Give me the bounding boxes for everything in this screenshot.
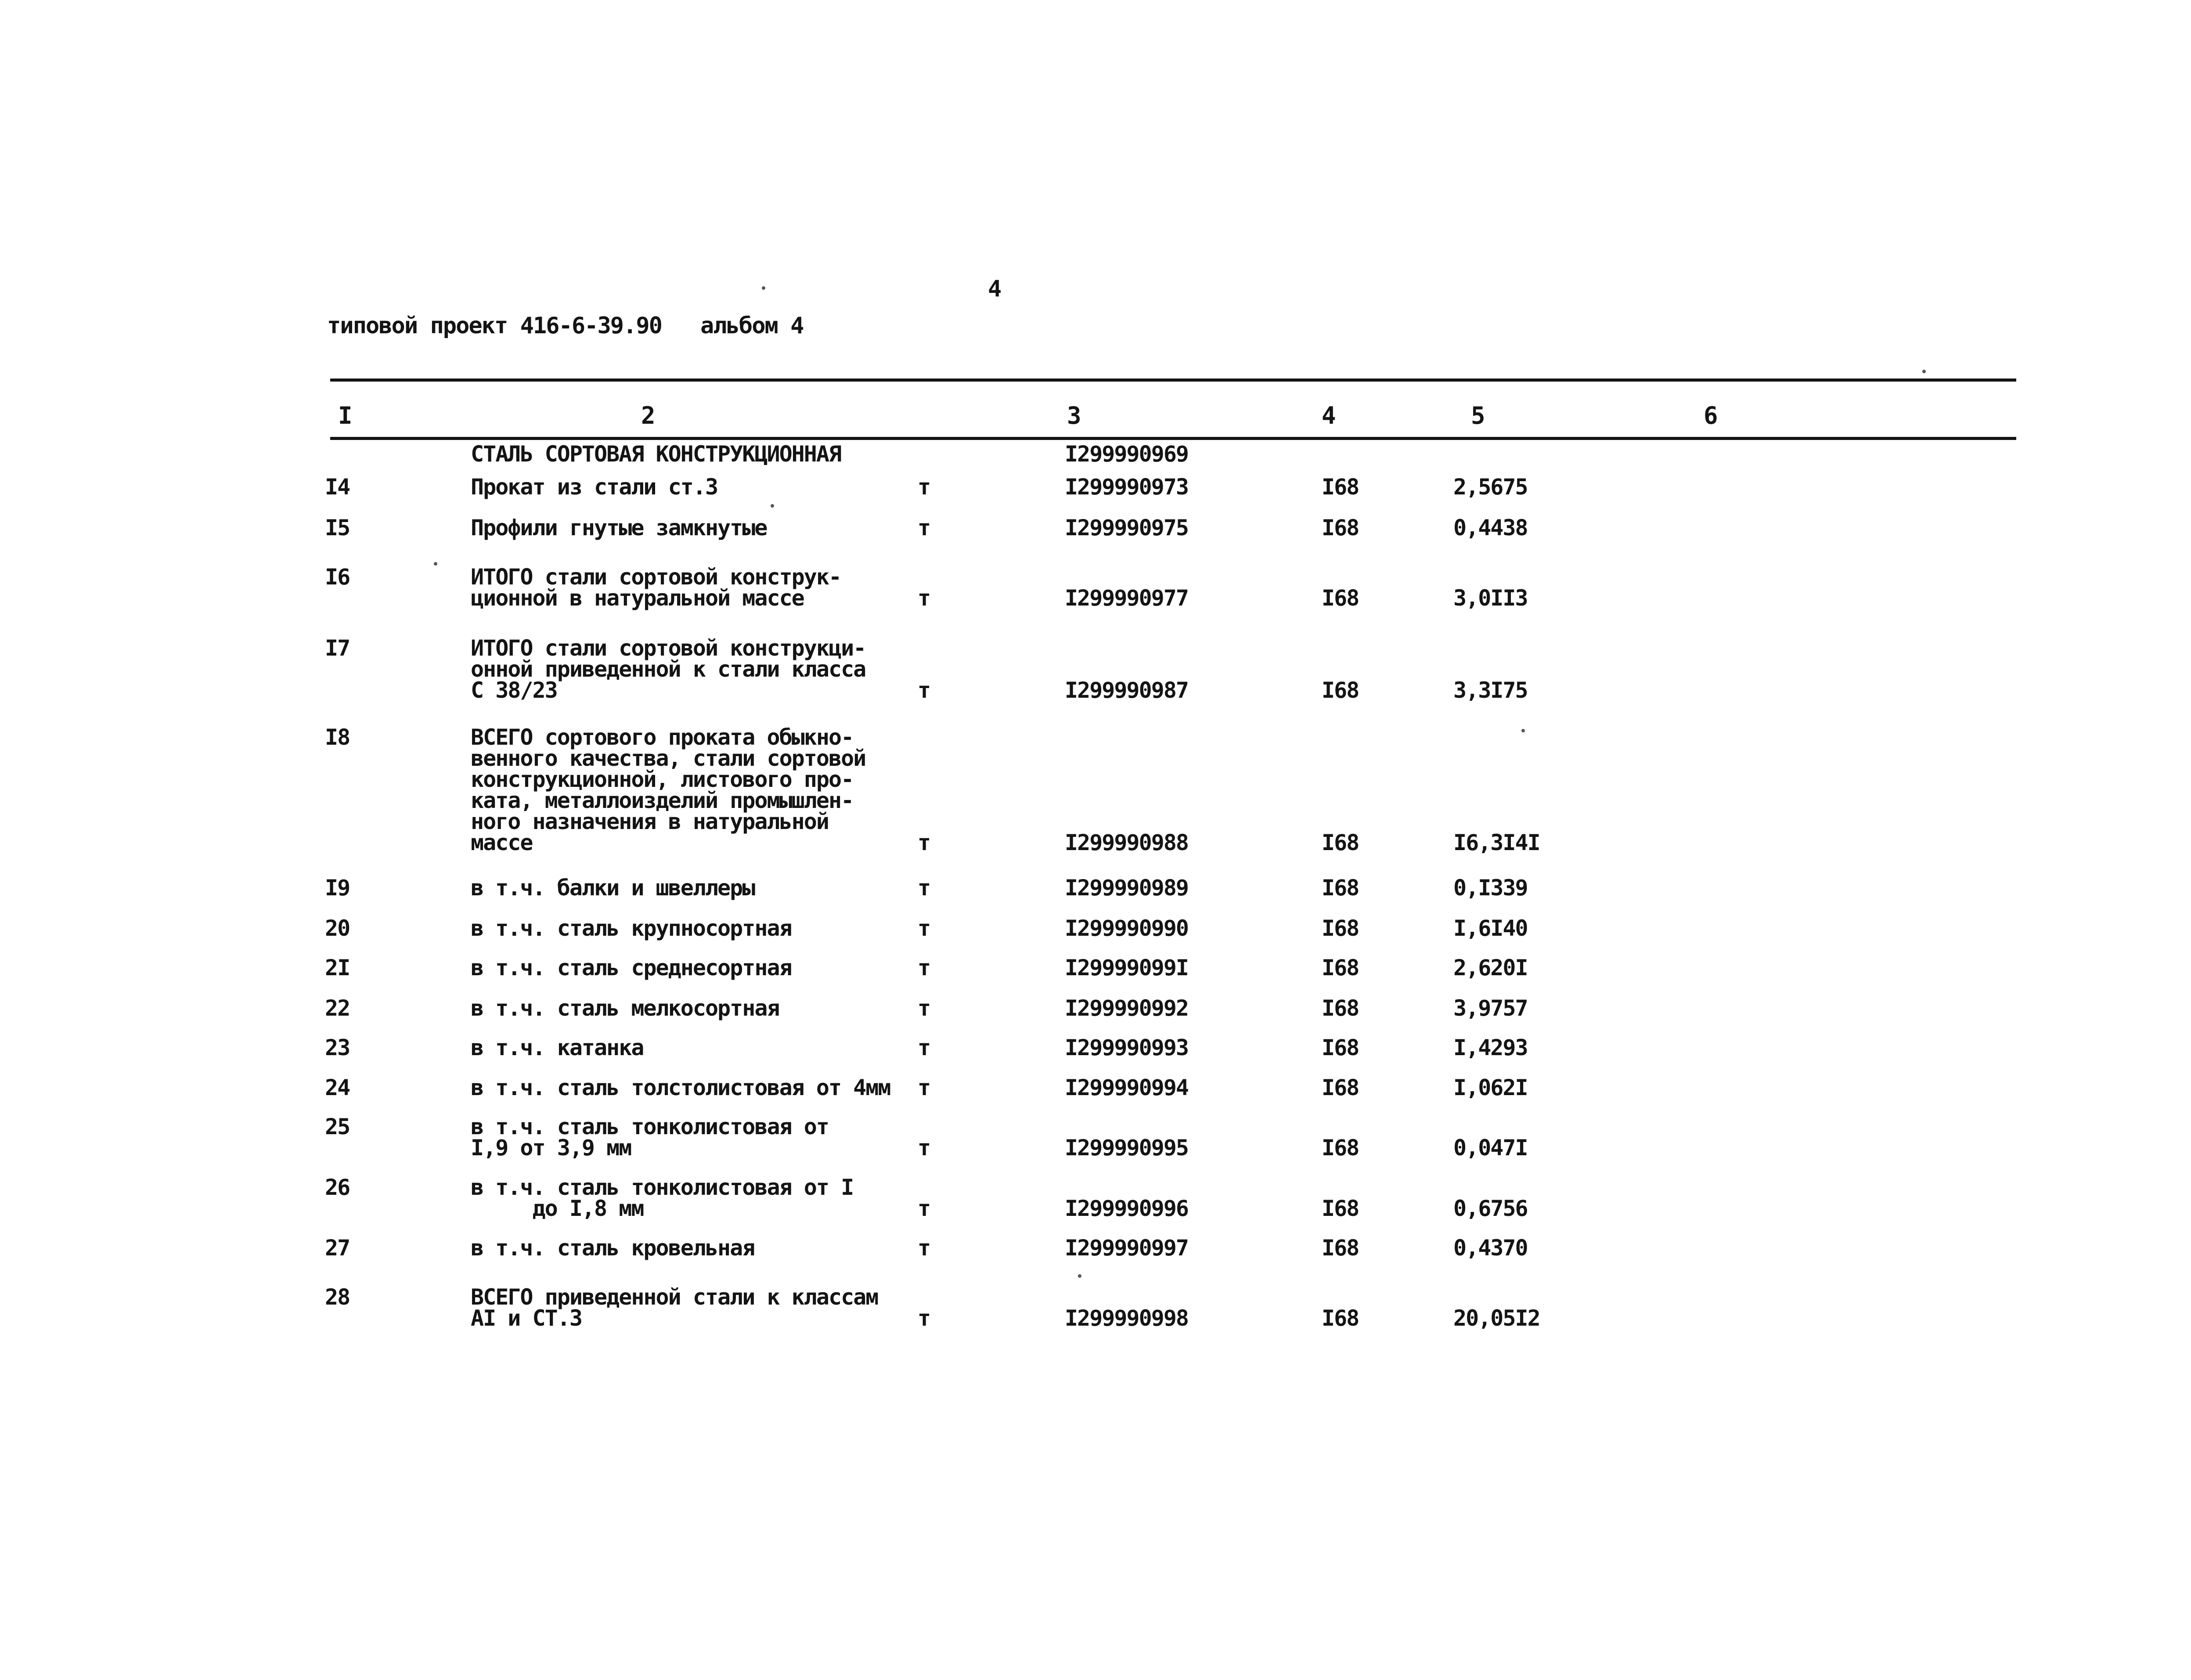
row-number: I7 — [325, 635, 350, 661]
row-unit: т — [918, 1305, 930, 1331]
row-unit: т — [918, 995, 930, 1021]
row-value: 2,620I — [1453, 955, 1528, 981]
row-unit: т — [918, 678, 930, 703]
row-number: 26 — [325, 1175, 350, 1200]
row-value: I,6I40 — [1453, 916, 1528, 941]
row-value: 0,I339 — [1453, 875, 1528, 901]
row-number: 2I — [325, 955, 350, 981]
row-qty: I68 — [1322, 678, 1359, 703]
row-item-name: ВСЕГО приведенной стали к классам АI и СТ.3 — [471, 1284, 878, 1331]
row-item-name: СТАЛЬ СОРТОВАЯ КОНСТРУКЦИОННАЯ — [471, 441, 841, 467]
row-code: I299990998 — [1065, 1305, 1189, 1331]
row-qty: I68 — [1322, 955, 1359, 981]
page-number: 4 — [988, 276, 1002, 302]
column-header-3: 3 — [1067, 402, 1081, 429]
row-item-name: в т.ч. балки и швеллеры — [471, 875, 755, 901]
row-value: 3,3I75 — [1453, 678, 1528, 703]
column-header-4: 4 — [1322, 402, 1336, 429]
row-unit: т — [918, 474, 930, 500]
row-code: I299990989 — [1065, 875, 1189, 901]
row-item-name: Профили гнутые замкнутые — [471, 515, 767, 541]
row-unit: т — [918, 1235, 930, 1261]
row-code: I299990975 — [1065, 515, 1189, 541]
table-top-rule — [330, 379, 2016, 382]
row-code: I299990969 — [1065, 441, 1189, 467]
row-qty: I68 — [1322, 830, 1359, 855]
column-header-6: 6 — [1704, 402, 1718, 429]
row-item-name: ИТОГО стали сортовой конструк- ционной в натуральной массе — [471, 564, 841, 611]
row-number: I6 — [325, 564, 350, 590]
row-unit: т — [918, 955, 930, 981]
row-qty: I68 — [1322, 995, 1359, 1021]
row-item-name: в т.ч. катанка — [471, 1035, 644, 1060]
row-item-name: в т.ч. сталь толстолистовая от 4мм — [471, 1075, 890, 1100]
row-number: 24 — [325, 1075, 350, 1100]
column-header-2: 2 — [641, 402, 656, 429]
row-number: I9 — [325, 875, 350, 901]
scan-speck — [1078, 1274, 1081, 1278]
album-label: альбом 4 — [700, 313, 804, 339]
row-code: I299990990 — [1065, 916, 1189, 941]
row-unit: т — [918, 1075, 930, 1100]
row-item-name: в т.ч. сталь кровельная — [471, 1235, 755, 1261]
row-qty: I68 — [1322, 875, 1359, 901]
row-qty: I68 — [1322, 1196, 1359, 1221]
row-number: 22 — [325, 995, 350, 1021]
row-unit: т — [918, 515, 930, 541]
row-value: 0,4438 — [1453, 515, 1528, 541]
row-item-name: в т.ч. сталь тонколистовая от I,9 от 3,9 мм — [471, 1114, 829, 1161]
row-value: 0,047I — [1453, 1135, 1528, 1161]
column-header-1: I — [338, 402, 353, 429]
row-qty: I68 — [1322, 1075, 1359, 1100]
row-value: 3,0II3 — [1453, 585, 1528, 611]
row-unit: т — [918, 916, 930, 941]
row-value: I,062I — [1453, 1075, 1528, 1100]
row-item-name: ВСЕГО сортового проката обыкно- венного качества, стали сортовой конструкционной, листового про- ката, металлоизделий промышлен- ного назначения в натуральной массе — [471, 725, 866, 855]
row-number: 28 — [325, 1284, 350, 1310]
row-unit: т — [918, 875, 930, 901]
row-code: I299990994 — [1065, 1075, 1189, 1100]
row-code: I299990977 — [1065, 585, 1189, 611]
row-number: 23 — [325, 1035, 350, 1060]
scan-speck — [1922, 370, 1926, 373]
row-unit: т — [918, 1135, 930, 1161]
row-code: I299990997 — [1065, 1235, 1189, 1261]
row-number: 20 — [325, 916, 350, 941]
row-code: I299990996 — [1065, 1196, 1189, 1221]
row-value: I,4293 — [1453, 1035, 1528, 1060]
row-code: I299990987 — [1065, 678, 1189, 703]
row-code: I299990973 — [1065, 474, 1189, 500]
row-number: I8 — [325, 725, 350, 750]
row-value: 20,05I2 — [1453, 1305, 1540, 1331]
row-value: 0,6756 — [1453, 1196, 1528, 1221]
row-qty: I68 — [1322, 1235, 1359, 1261]
row-code: I299990993 — [1065, 1035, 1189, 1060]
scan-speck — [434, 562, 437, 566]
table-header-rule — [330, 437, 2016, 440]
project-title: типовой проект 416-6-39.90 — [327, 313, 662, 339]
row-unit: т — [918, 585, 930, 611]
row-unit: т — [918, 1035, 930, 1060]
row-item-name: в т.ч. сталь крупносортная — [471, 916, 792, 941]
row-unit: т — [918, 1196, 930, 1221]
row-item-name: Прокат из стали ст.3 — [471, 474, 718, 500]
row-qty: I68 — [1322, 585, 1359, 611]
row-code: I299990995 — [1065, 1135, 1189, 1161]
scan-speck — [762, 286, 765, 290]
row-qty: I68 — [1322, 916, 1359, 941]
scan-speck — [1521, 729, 1525, 732]
row-qty: I68 — [1322, 1305, 1359, 1331]
row-unit: т — [918, 830, 930, 855]
row-qty: I68 — [1322, 1035, 1359, 1060]
row-value: 3,9757 — [1453, 995, 1528, 1021]
row-item-name: ИТОГО стали сортовой конструкци- онной приведенной к стали класса С 38/23 — [471, 635, 866, 703]
row-number: I5 — [325, 515, 350, 541]
row-code: I299990988 — [1065, 830, 1189, 855]
scan-speck — [771, 504, 774, 508]
row-number: I4 — [325, 474, 350, 500]
row-number: 27 — [325, 1235, 350, 1261]
row-qty: I68 — [1322, 515, 1359, 541]
row-item-name: в т.ч. сталь тонколистовая от I до I,8 мм — [471, 1175, 854, 1221]
row-item-name: в т.ч. сталь среднесортная — [471, 955, 792, 981]
row-number: 25 — [325, 1114, 350, 1139]
row-value: 0,4370 — [1453, 1235, 1528, 1261]
row-code: I299990992 — [1065, 995, 1189, 1021]
column-header-5: 5 — [1471, 402, 1485, 429]
row-qty: I68 — [1322, 474, 1359, 500]
row-qty: I68 — [1322, 1135, 1359, 1161]
row-item-name: в т.ч. сталь мелкосортная — [471, 995, 779, 1021]
row-value: I6,3I4I — [1453, 830, 1540, 855]
row-value: 2,5675 — [1453, 474, 1528, 500]
row-code: I29999099I — [1065, 955, 1189, 981]
